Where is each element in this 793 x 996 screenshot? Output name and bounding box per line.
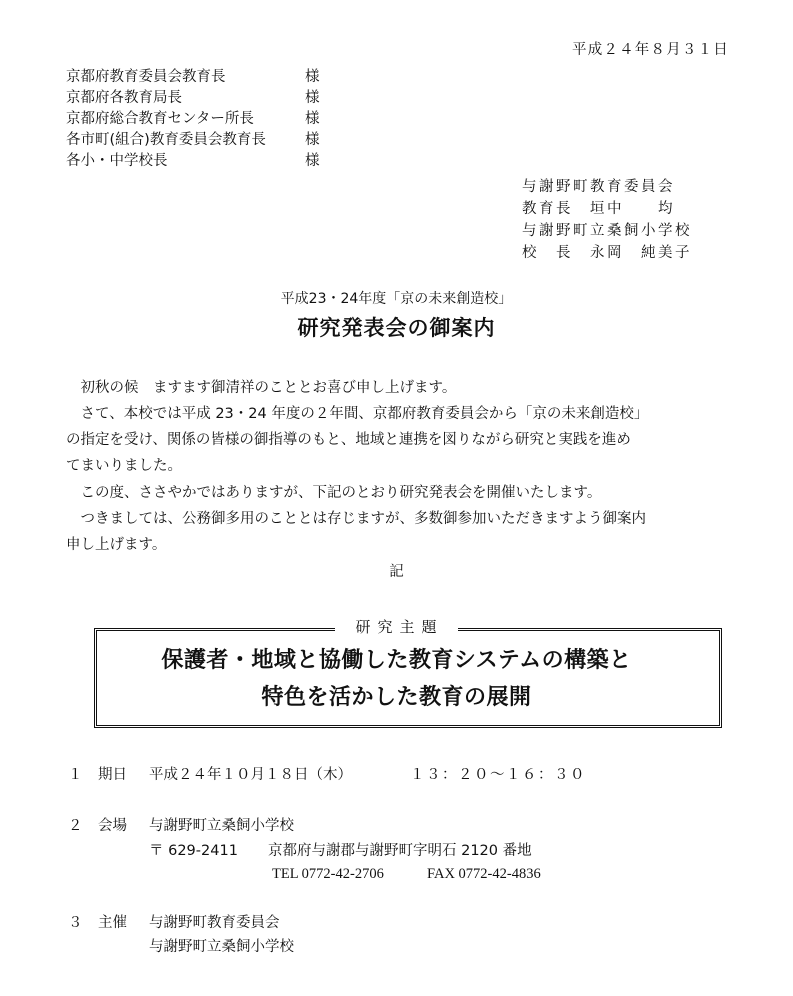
body-line: さて、本校では平成 23・24 年度の２年間、京都府教育委員会から「京の未来創造校」 [66,406,649,422]
item-label: 期日 [98,767,127,783]
item-label: 会場 [98,818,127,834]
body-line: つきましては、公務御多用のこととは存じますが、多数御参加いただきますよう御案内 [66,511,646,527]
venue-address: 京都府与謝郡与謝野町字明石 2120 番地 [268,843,532,859]
sender-line: 校 長 永岡 純美子 [522,245,692,261]
ki-marker: 記 [389,564,404,580]
venue-postal-code: 〒 629-2411 [149,843,238,859]
item-number: ３ [68,915,83,931]
document-subtitle: 平成23・24年度「京の未来創造校」 [280,291,513,307]
item-number: ２ [68,818,83,834]
venue-name: 与謝野町立桑飼小学校 [149,818,294,834]
research-theme-line: 保護者・地域と協働した教育システムの構築と [161,648,632,673]
sender-line: 与謝野町教育委員会 [522,179,675,195]
item-number: １ [68,767,83,783]
recipient-honorific: 様 [305,153,320,169]
document-title: 研究発表会の御案内 [297,316,496,340]
body-line: の指定を受け、関係の皆様の御指導のもと、地域と連携を図りながら研究と実践を進め [66,432,631,448]
venue-tel: TEL 0772-42-2706 [272,866,384,882]
venue-fax: FAX 0772-42-4836 [427,866,541,882]
recipient-name: 京都府教育委員会教育長 [66,69,226,85]
sender-line: 与謝野町立桑飼小学校 [522,223,692,239]
recipient-honorific: 様 [305,132,320,148]
recipient-name: 京都府総合教育センター所長 [66,111,254,127]
research-theme-box [94,628,722,728]
event-date: 平成２４年１０月１８日（木） [149,767,352,783]
event-time: １３：２０～１６：３０ [410,767,586,783]
recipient-honorific: 様 [305,90,320,106]
body-line: この度、ささやかではありますが、下記のとおり研究発表会を開催いたします。 [66,485,602,501]
recipient-honorific: 様 [305,111,320,127]
document-date: 平成２４年８月３１日 [572,42,729,58]
research-theme-line: 特色を活かした教育の展開 [261,685,532,710]
item-label: 主催 [98,915,127,931]
recipient-honorific: 様 [305,69,320,85]
host-organization: 与謝野町立桑飼小学校 [149,939,294,955]
body-line: 初秋の候 ますます御清祥のこととお喜び申し上げます。 [66,380,457,396]
recipient-name: 京都府各教育局長 [66,90,182,106]
body-line: てまいりました。 [66,458,182,474]
body-line: 申し上げます。 [66,537,167,553]
recipient-name: 各市町(組合)教育委員会教育長 [66,132,266,148]
research-theme-label: 研究主題 [0,620,793,635]
recipient-name: 各小・中学校長 [66,153,168,169]
sender-line: 教育長 垣中 均 [522,201,675,217]
host-organization: 与謝野町教育委員会 [149,915,280,931]
